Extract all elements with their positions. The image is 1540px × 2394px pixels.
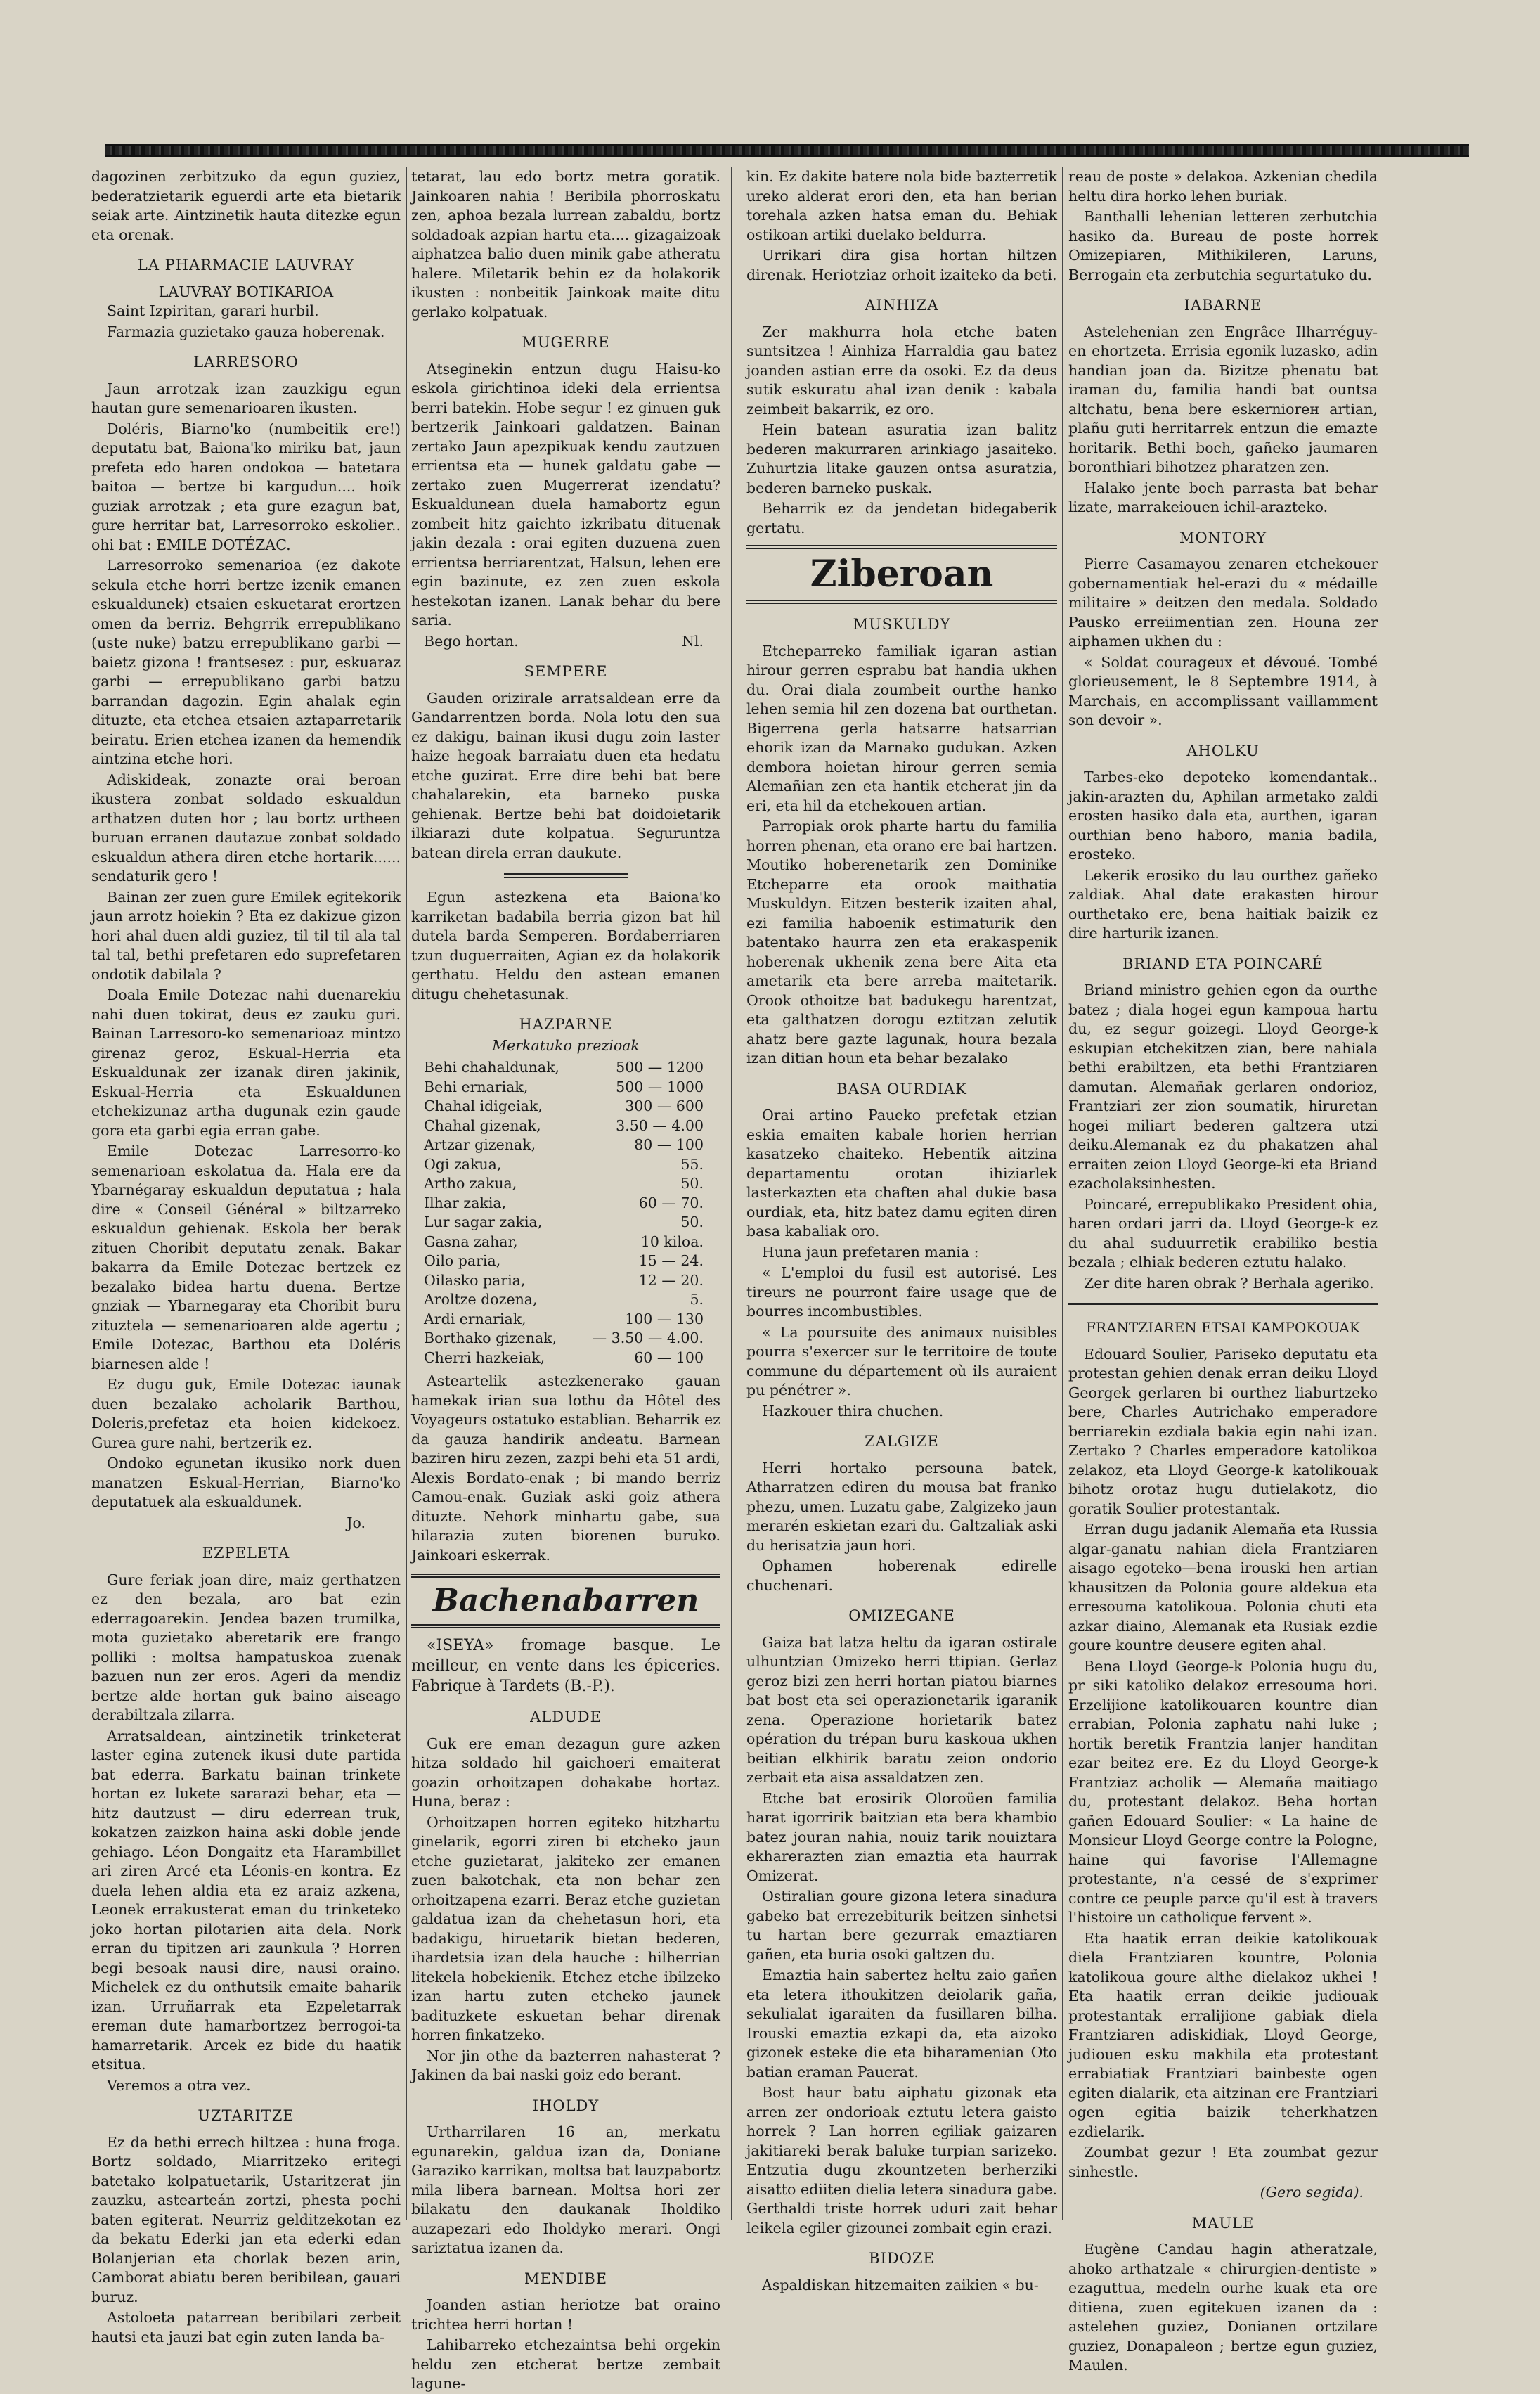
subheading bbox=[411, 1036, 720, 1056]
paragraph: Poincaré, errepublikako President ohia, haren ordari jarri da. Lloyd George-k ez du ahal suduurretik erabiliko bestia bezala ; elhiak bederen eztutu halako. bbox=[1068, 1195, 1378, 1270]
price-row bbox=[411, 1194, 720, 1214]
column-4 bbox=[1068, 167, 1378, 2374]
paragraph: Gaiza bat latza heltu da igaran ostirale ulhuntzian Omizeko herri ttipian. Gerlaz geroz bizi zen herri hortan piatou biarnes bat bost eta sei operazionetarik igaranik zena. Operazione horietarik batez opération du trépan buru kaskoua ukhen beitian elkhirik baratu zeion ondorio zerbait eta aisa assaldatzen zen. bbox=[746, 1633, 1057, 1786]
paragraph: Farmazia guzietako gauza hoberenak. bbox=[107, 323, 385, 340]
price-item: Borthako gizenak, bbox=[424, 1330, 557, 1346]
advert: «ISEYA» fromage basque. Le meilleur, en vente dans les épiceries. Fabrique à Tardets (B.-P.). bbox=[411, 1637, 720, 1695]
paragraph: Nor jin othe da bazterren nahasterat ? Jakinen da bai naski goiz edo berant. bbox=[411, 2047, 720, 2083]
column-divider bbox=[731, 167, 732, 2220]
paragraph: Ophamen hoberenak edirelle chuchenari. bbox=[746, 1557, 1057, 1594]
section-heading: IHOLDY bbox=[532, 2097, 600, 2114]
column-1 bbox=[91, 167, 401, 2345]
paragraph: Parropiak orok pharte hartu du familia horren phenan, eta orano ere bai hartzen. Moutiko hoberenetarik zen Dominike Etcheparre eta orook maithatia Muskuldyn. Eitzen besterik izaiten ahal, ezi familia haboenik estimaturik den batentako haurra zen eta erakaspenik hoberenak ukhenik zena bere Aita eta ametarik eta bere arreba maitetarik. Orook othoitze bat badukegu harentzat, eta galthatzen dorogu eztitzan zelutik ahatz bere gazte lagunak, houra bezala izan ditian houn eta behar bezalako bbox=[746, 818, 1057, 1067]
paragraph: Orai artino Paueko prefetak etzian eskia emaiten kabale horien herrian kasatzeko chaiteko. Hebentik aitzina departamentu orotan ihiziarlek lasterkazten eta chaften ahal dukie basa ourdiak, eta, hitz batez damu egiten diren basa kabaliak oro. bbox=[746, 1107, 1057, 1240]
continued-note bbox=[1068, 2183, 1378, 2203]
price-row bbox=[411, 1251, 720, 1271]
price-row bbox=[411, 1349, 720, 1368]
paragraph: Ez da bethi errech hiltzea : huna froga. Bortz soldado, Miarritzeko eritegi batetako kolpatuetarik, Ustaritzerat jin zauzku, astearteán zortzi, phesta pochi baten egiterat. Neurriz gelditzekotan ez da bekatu Ederki jan eta ederki edan Bolanjerian eta chorlak bezen arin, Camborat abiatu beren beribilean, gauari buruz. bbox=[91, 2133, 401, 2305]
paragraph: kin. Ez dakite batere nola bide bazterretik ureko alderat erori den, eta han berian torehala azken hatsa eman du. Behiak ostikoan artiki duelako beldurra. bbox=[746, 168, 1057, 243]
column-divider bbox=[406, 167, 407, 2220]
price-item: Artho zakua, bbox=[424, 1175, 517, 1192]
paragraph: Bainan zer zuen gure Emilek egitekorik jaun arrotz hoiekin ? Eta ez dakizue gizon hori ahal duen aldi guziez, til til til ala tal tal tal, bethi prefetaren edo suprefetaren ondotik dabilala ? bbox=[91, 888, 401, 983]
paragraph: Pierre Casamayou zenaren etchekouer gobernamentiak hel-erazi du « médaille militaire » deitzen den medala. Soldado Pausko erreiimentian zen. Houna zer aiphamen ukhen du : bbox=[1068, 555, 1378, 650]
price-value: 55. bbox=[680, 1155, 704, 1173]
paragraph: Lekerik erosiko du lau ourthez gañeko zaldiak. Ahal date erakasten hirour ourthetako ere, bena haitiak baizik ez dire harturik izanen. bbox=[1068, 866, 1378, 941]
paragraph: Jaun arrotzak izan zauzkigu egun hautan gure semenarioaren ikusten. bbox=[91, 380, 401, 416]
price-row bbox=[411, 1135, 720, 1155]
subheading-italic: Merkatuko prezioak bbox=[492, 1036, 640, 1054]
price-row bbox=[411, 1213, 720, 1233]
section-heading: MAULE bbox=[1191, 2214, 1255, 2232]
price-list bbox=[411, 1058, 720, 1367]
price-row bbox=[411, 1097, 720, 1116]
section-heading: AINHIZA bbox=[865, 297, 939, 314]
price-item: Chahal gizenak, bbox=[424, 1116, 541, 1134]
paragraph: Bena Lloyd George-k Polonia hugu du, pr siki katoliko delakoz erresouma hori. Erzelijione katolikouaren kountre dian errabian, Polonia zaphatu nahi luke ; hortik beretik Frantzia lanjer handitan ezar beitez ere. Ez du Lloyd George-k Frantziaz acholik — Alemaña maitiago du, protestant delakoz. Beha hortan gañen Edouard Soulier: « La haine de Monsieur Lloyd George contre la Pologne, haine qui favorise l'Allemagne protestante, n'a cessé de s'exprimer contre ce peuple parce qu'il est à travers l'histoire un catholique fervent ». bbox=[1068, 1657, 1378, 1926]
paragraph: Tarbes-eko depoteko komendantak.. jakin-arazten du, Aphilan armetako zaldi erosten hasiko dala eta, aurthen, igaran ourthian beno haboro, mania badila, erosteko. bbox=[1068, 768, 1378, 863]
column-3 bbox=[746, 167, 1057, 2293]
paragraph: Astoloeta patarrean beribilari zerbeit hautsi eta jauzi bat egin zuten landa ba- bbox=[91, 2309, 401, 2345]
paragraph: Ondoko egunetan ikusiko nork duen manatzen Eskual-Herrian, Biarno'ko deputatuek ala eskualdunek. bbox=[91, 1455, 401, 1510]
price-item: Ogi zakua, bbox=[424, 1155, 502, 1173]
paragraph: dagozinen zerbitzuko da egun guziez, bederatzietarik eguerdi arte eta bietarik seiak arte. Aintzinetik hauta ditezke egun eta orenak. bbox=[91, 168, 401, 243]
section-heading: MUSKULDY bbox=[853, 616, 951, 633]
price-row bbox=[411, 1058, 720, 1078]
paragraph: Guk ere eman dezagun gure azken hitza soldado hil gaichoeri emaiterat goazin orhoitzapen dohakabe hortaz. Huna, beraz : bbox=[411, 1735, 720, 1810]
signature-right: Nl. bbox=[681, 632, 704, 650]
price-row bbox=[411, 1310, 720, 1330]
paragraph: Larresorroko semenarioa (ez dakote sekula etche horri bertze izenik emanen eskualdunek) etsaien eskuetarat erortzen omen da berriz. Behgrrik errepublikano (uste nuke) batzu errepublikano garbi — baietz gizona ! frantsesez : pur, eskuaraz garbi — errepublikano garbi batzu barrandan dagozin. Egin ahalak egin dituzte, eta etchea etsaien aztaparretarik beiratu. Erien etchea izanen da hemendik aintzina etche hori. bbox=[91, 557, 401, 767]
paragraph: Etche bat erosirik Oloroüen familia harat igorririk baitzian eta bera khambio batez jouran nahia, nouiz tarik nouiztara ekharerazten zian emaztia eta haurrak Omizerat. bbox=[746, 1789, 1057, 1884]
subheading: LAUVRAY BOTIKARIOA bbox=[158, 283, 334, 300]
divider bbox=[1068, 1303, 1378, 1308]
price-value: 50. bbox=[680, 1214, 704, 1230]
paragraph: Halako jente boch parrasta bat behar lizate, marrakeiouen ichil-arazteko. bbox=[1068, 479, 1378, 515]
price-item: Behi ernariak, bbox=[424, 1078, 529, 1095]
price-item: Ardi ernariak, bbox=[424, 1310, 526, 1327]
divider bbox=[504, 873, 628, 878]
price-item: Cherri hazkeiak, bbox=[424, 1349, 545, 1366]
paragraph: Gauden orizirale arratsaldean erre da Gandarrentzen borda. Nola lotu den sua ez dakigu, bainan ikusi dugu zoin laster haize hegoak barraiatu duen eta hedatu etche guzirat. Erre dire behi bat bere chahalarekin, eta barneko puska gehienak. Bertze behi bat doidoietarik ilkiarazi dute kolpatua. Seguruntza batean direla erran daukute. bbox=[411, 689, 720, 861]
paragraph: Urtharrilaren 16 an, merkatu egunarekin, galdua izan da, Doniane Garaziko karrikan, moltsa bat lauzpabortz mila libera barnean. Moltsa hori zer bilakatu den daukanak Iholdiko auzapezari edo Iholdyko merari. Ongi sariztatua izanen da. bbox=[411, 2123, 720, 2256]
section-heading: BIDOZE bbox=[869, 2250, 935, 2267]
section-heading: LARRESORO bbox=[193, 354, 299, 371]
price-value: — 3.50 — 4.00. bbox=[592, 1330, 704, 1346]
price-value: 12 — 20. bbox=[638, 1271, 704, 1289]
paragraph: Huna jaun prefetaren mania : bbox=[762, 1243, 979, 1261]
price-item: Oilasko paria, bbox=[424, 1271, 526, 1289]
paragraph: Bost haur batu aiphatu gizonak eta arren zer ondorioak eztutu letera gaisto horrek ? Lan horren egiliak gaizaren jakitiareki berak baluke turpian sarizeko. Entzutia dugu zkountzeten berherziki aisatto ediiten dielia letera sinadura gabe. Gerthaldi triste horrek uduri zait behar leikela egiler gizounei zombait egin erazi. bbox=[746, 2084, 1057, 2237]
paragraph: Aspaldiskan hitzemaiten zaikien « bu- bbox=[762, 2276, 1039, 2293]
price-value: 60 — 70. bbox=[638, 1194, 704, 1211]
paragraph: Arratsaldean, aintzinetik trinketerat laster egina zutenek ikusi dute partida bat ederra. Barkatu bainan trinkete hortan ez lukete sararazi behar, eta — hitz dautzust — diru ederrean truk, kokatzen zaizkon haina aski doble jende gehiago. Léon Dongaitz eta Harambillet ari ziren Arcé eta Léonis-en kontra. Ez duela lehen aldia eta ez araiz azkena, Leonek errakusterat eman du trinketeko joko hortan pilotarien aita dela. Nork erran du tipitzen ari zaunkula ? Horren begi besoak nausi dire, nausi oraino. Michelek ez du onthutsik emaite baharik izan. Urruñarrak eta Ezpeletarrak ereman dute hamarbortzez berrogoi-ta hamarretarik. Arcek ez bide du haatik etsitua. bbox=[91, 1727, 401, 2073]
signature: Jo. bbox=[347, 1514, 365, 1531]
paragraph: Urrikari dira gisa hortan hiltzen direnak. Heriotziaz orhoit izaiteko da beti. bbox=[746, 247, 1057, 283]
paragraph: tetarat, lau edo bortz metra goratik. Jainkoaren nahia ! Beribila phorroskatu zen, aphoa bezala lurrean zabaldu, bortz soldadoak azpian hartu eta.... gizagaizoak aiphatzea balio duen minik gabe atheratu halere. Miletarik behin ez da holakorik ikusten : nonbeitik Jainkoak maite ditu gerlako kolpatuak. bbox=[411, 168, 720, 321]
section-banner: Bachenabarren bbox=[411, 1574, 720, 1628]
paragraph: Eugène Candau hagin atheratzale, ahoko arthatzale « chirurgien-dentiste » ezaguttua, medeln ourhe kuak eta ore ditiena, zuen egitekuen izanen da : astelehen guziez, Donianen ortzilare guziez, Donapaleon ; bertze egun guziez, Maulen. bbox=[1068, 2241, 1378, 2374]
section-heading: IABARNE bbox=[1184, 297, 1262, 314]
paragraph: Erran dugu jadanik Alemaña eta Russia algar-ganatu nahian diela Frantziaren aisago egoteko—bena irouski hen artian khausitzen da Polonia goure aldekua eta erresouma katolikoua. Polonia chuti eta azkar diaino, Alemanak eta Rusiak ezdie goure kountre deusere egiten ahal. bbox=[1068, 1521, 1378, 1654]
price-row bbox=[411, 1271, 720, 1291]
paragraph: Zer dite haren obrak ? Berhala ageriko. bbox=[1084, 1274, 1374, 1292]
price-value: 80 — 100 bbox=[634, 1136, 704, 1153]
price-row bbox=[411, 1290, 720, 1310]
paragraph: Etcheparreko familiak igaran astian hirour gerren esprabu bat handia ukhen du. Orai diala zoumbeit ourthe hanko lehen semia hil zen dozena bat ourthetan. Bigerrena gerla hatsarre hatsarrian ehorik izan da Marnako gudukan. Azken dembora hoietan hirour gerren semia Alemañian zen eta hantik etcherat jin da eri, eta hil da etchekouen artian. bbox=[746, 642, 1057, 814]
column-divider bbox=[1062, 167, 1063, 2220]
continued-note-text: (Gero segida). bbox=[1260, 2184, 1364, 2201]
price-value: 50. bbox=[680, 1175, 704, 1192]
paragraph: Astelehenian zen Engrâce Ilharréguy-en ehortzeta. Errisia egonik luzasko, adin handian joan da. Bizitze phenatu bat iraman du, familia handi bat ountsa altchatu, bena bere eskerniorен artian, plañu guti herritarrek entzun die emazte horitarik. Bethi boch, gañeko jaumaren boronthiari bihotzez pharatzen zen. bbox=[1068, 323, 1378, 475]
section-heading: LA PHARMACIE LAUVRAY bbox=[137, 257, 355, 273]
paragraph: Adiskideak, zonazte orai beroan ikustera zonbat soldado eskualdun arthatzen duten hor ; lau bortz urtheen buruan erranen dautazue zonbat soldado eskualdun athera diren etche hortarik...... sendaturik gero ! bbox=[91, 771, 401, 884]
paragraph: Ez dugu guk, Emile Dotezac iaunak duen bezalako acholarik Barthou, Doleris,prefetaz eta hoien kidekoez. Gurea gure nahi, bertzerik ez. bbox=[91, 1376, 401, 1451]
section-heading: MUGERRE bbox=[522, 334, 610, 351]
paragraph: Lahibarreko etchezaintsa behi orgekin heldu zen etcherat bertze zembait lagune- bbox=[411, 2336, 720, 2392]
price-row bbox=[411, 1078, 720, 1098]
price-value: 500 — 1000 bbox=[616, 1078, 704, 1095]
price-value: 60 — 100 bbox=[634, 1349, 704, 1366]
paragraph: Zoumbat gezur ! Eta zoumbat gezur sinhestle. bbox=[1068, 2144, 1378, 2180]
paragraph: Veremos a otra vez. bbox=[107, 2076, 251, 2094]
section-banner: Ziberoan bbox=[746, 545, 1057, 604]
section-heading: EZPELETA bbox=[202, 1545, 290, 1562]
price-value: 3.50 — 4.00 bbox=[616, 1116, 704, 1134]
section-heading: OMIZEGANE bbox=[848, 1607, 955, 1624]
price-item: Gasna zahar, bbox=[424, 1233, 518, 1250]
paragraph: Orhoitzapen horren egiteko hitzhartu ginelarik, egorri ziren bi etcheko jaun etche guzietarat, jakiteko zer emanen zuen bakotchak, eta non behar zen orhoitzapena ezarri. Beraz etche guzietan galdatua izan da chehetasun hori, eta badakigu, hiruetarik bietan bederen, ihardetsia izan dela hauche : hilherrian litekela hobekienik. Etchez etche ibilzeko izan hartu zuten etcheko jaunek badituzkete eskuetan behar direnak horren finkatzeko. bbox=[411, 1813, 720, 2043]
paragraph: Egun astezkena eta Baiona'ko karriketan badabila berria gizon bat hil dutela barda Semperen. Bordaberriaren tzun duguerraiten, Agian ez da holakorik gerthatu. Heldu den astean emanen ditugu chehetasunak. bbox=[411, 889, 720, 1003]
top-rule bbox=[105, 144, 1469, 157]
paragraph: Eta haatik erran deikie katolikouak diela Frantziaren kountre, Polonia katolikoua goure althe dielakoz ukhei ! Eta haatik erran deikie judiouak protestantak erralijione gabiak diela Frantziaren adiskidiak, Lloyd George, judiouen esku makhila eta protestant errabiatiak Frantziari bainbeste ogen egiten dialarik, eta aitzinan ere Frantziari ogen egitia baizik teherkhatzen ezdielarik. bbox=[1068, 1929, 1378, 2140]
paragraph: Saint Izpiritan, garari hurbil. bbox=[107, 302, 319, 319]
paragraph: Beharrik ez da jendetan bidegaberik gertatu. bbox=[746, 500, 1057, 536]
paragraph: Doala Emile Dotezac nahi duenarekiu nahi duen tokirat, deus ez zauku guri. Bainan Larresoro-ko semenarioaz mintzo girenaz geroz, Eskual-Herria eta Eskualdunak zer izanak diren jakinik, Eskual-Herria eta Eskualdunen etchekizunaz artha dugunak ezin gaude gora eta garbi egia erran gabe. bbox=[91, 986, 401, 1139]
section-heading: ALDUDE bbox=[530, 1708, 602, 1725]
paragraph: « Soldat courageux et dévoué. Tombé glorieusement, le 8 Septembre 1914, à Marchais, en accomplissant vaillamment son devoir ». bbox=[1068, 653, 1378, 728]
price-item: Lur sagar zakia, bbox=[424, 1214, 543, 1230]
paragraph: Edouard Soulier, Pariseko deputatu eta protestan gehien denak erran deiku Lloyd Georgek gerlaren bi ourthez liaburtzeko bere, Charles Autrichako emperadore berriarekin ezdiala bakia egin nahi izan. Zertako ? Charles emperadore katolikoa zelakoz, eta Lloyd George-k katolikouak bihotz orotaz hugu dutielakotz, dio goratik Soulier protestantak. bbox=[1068, 1345, 1378, 1517]
paragraph: reau de poste » delakoa. Azkenian chedila heltu dira horko lehen buriak. bbox=[1068, 168, 1378, 205]
paragraph: Gure feriak joan dire, maiz gerthatzen ez den bezala, aro bat ezin ederragoarekin. Jendea bazen trumilka, mota guzietako aberetarik ere frango polliki : moltsa hampatuskoa zuenak bazuen nun zer eros. Ageri da mendiz bertze alde hortan guk baino aiseago derabiltzala zilarra. bbox=[91, 1571, 401, 1723]
price-item: Ilhar zakia, bbox=[424, 1194, 507, 1211]
paragraph: Ostiralian goure gizona letera sinadura gabeko bat errezebiturik beitzen sinhetsi tu hartan bere gezurrak emaztiaren gañen, eta buria osoki galtzen du. bbox=[746, 1888, 1057, 1963]
price-value: 10 kiloa. bbox=[640, 1233, 704, 1250]
section-heading: BASA OURDIAK bbox=[836, 1080, 967, 1098]
section-heading: ZALGIZE bbox=[865, 1433, 939, 1450]
signature-row bbox=[411, 632, 720, 652]
section-heading: MENDIBE bbox=[524, 2270, 608, 2287]
price-row bbox=[411, 1116, 720, 1136]
section-heading: BRIAND ETA POINCARÉ bbox=[1122, 955, 1324, 972]
price-item: Chahal idigeiak, bbox=[424, 1098, 543, 1114]
price-value: 15 — 24. bbox=[638, 1252, 704, 1269]
paragraph: Hein batean asuratia izan balitz bederen makurraren arinkiago jasaiteko. Zuhurtzia litake gauzen ontsa asuratzia, bederen barneko puskak. bbox=[746, 421, 1057, 496]
section-heading: MONTORY bbox=[1179, 529, 1267, 546]
paragraph: Joanden astian heriotze bat oraino trichtea herri hortan ! bbox=[411, 2296, 720, 2333]
paragraph: Asteartelik astezkenerako gauan hamekak irian sua lothu da Hôtel des Voyageurs ostatuko establian. Beharrik ez da gauza handirik andeatu. Barnean baziren hiru zezen, zazpi behi eta 51 ardi, Alexis Bordato-enak ; bi mando berriz Camou-enak. Guziak aski goiz athera dituzte. Nehork minhartu gabe, sua hilarazia zuten biorenen buruko. Jainkoari eskerrak. bbox=[411, 1372, 720, 1564]
price-item: Aroltze dozena, bbox=[424, 1291, 538, 1308]
paragraph: Doléris, Biarno'ko (numbeitik ere!) deputatu bat, Baiona'ko miriku bat, jaun prefeta edo haren ondokoa — batetara baitoa — bertze bi kargudun.... hoik guziak arrotzak ; eta gure ezagun bat, gure herritar bat, Larresorroko eskolier.. ohi bat : EMILE DOTÉZAC. bbox=[91, 420, 401, 553]
section-heading: HAZPARNE bbox=[519, 1016, 613, 1033]
price-row bbox=[411, 1174, 720, 1194]
paragraph: Emile Dotezac Larresorro-ko semenarioan eskolatua da. Hala ere da Ybarnégaray eskualdun deputatua ; hala dire « Conseil Général » biltzarreko eskualdun gehienak. Eskola ber berak zituen Choribit deputatu zenak. Bakar bakarra da Emile Dotezac bertzek ez bezalako bidea hartu duena. Bertze gnziak — Ybarnegaray eta Choribit buru zituztela — semenarioaren alde agertu ; Emile Dotezac, Barthou eta Doléris biarnesen alde ! bbox=[91, 1143, 401, 1372]
paragraph: Zer makhurra hola etche baten suntsitzea ! Ainhiza Harraldia gau batez joanden astian erre da osoki. Ez da deus sutik eskuratu ahal izan denik : kabala zeimbeit bakarrik, ez oro. bbox=[746, 323, 1057, 418]
column-2 bbox=[411, 167, 720, 2392]
paragraph: Banthalli lehenian letteren zerbutchia hasiko da. Bureau de poste horrek Omizepiaren, Mithikileren, Laruns, Berrogain eta zerbutchia segurtatuko du. bbox=[1068, 208, 1378, 283]
paragraph: Briand ministro gehien egon da ourthe batez ; diala hogei egun kampoua hartu du, ez segur goizegi. Lloyd George-k eskupian etchekitzen zian, bere nahiala bethi erabiltzen, eta bethi Frantziaren damutan. Alemañak gerlaren ondorioz, Frantziari zer zion soumatik, hiruretan hogei miliart bederen galtzera utzi deiku.Alemanak ez du phakatzen ahal erraiten zeion Lloyd George-ki eta Briand ezacholaksinhesten. bbox=[1068, 982, 1378, 1192]
price-value: 100 — 130 bbox=[625, 1310, 704, 1327]
price-item: Behi chahaldunak, bbox=[424, 1059, 560, 1076]
price-value: 500 — 1200 bbox=[616, 1059, 704, 1076]
price-item: Oilo paria, bbox=[424, 1252, 501, 1269]
paragraph: Hazkouer thira chuchen. bbox=[762, 1402, 944, 1420]
paragraph: « L'emploi du fusil est autorisé. Les tireurs ne pourront faire usage que de bourres incombustibles. bbox=[746, 1264, 1057, 1320]
price-row bbox=[411, 1329, 720, 1349]
paragraph: Atseginekin entzun dugu Haisu-ko eskola girichtinoa ideki dela errientsa berri batekin. Hobe segur ! ez ginuen guk bertzerik Jainkoari galdatzen. Bainan zertako Jaun apezpikuak kendu zautzuen errientsa eta — hunek galdatu gabe — zertako zuen Mugerrerat izendatu? Eskualdunean duela hamabortz egun zombeit hitz gaichto izkribatu dituenak jakin dezala : orai egiten duzuena zuen errientsa berriarentzat, Halsun, lehen ere egin bazinute, ez zen zuen eskola hestekotan izanen. Lanak behar du bere saria. bbox=[411, 360, 720, 629]
section-heading: AHOLKU bbox=[1186, 742, 1260, 759]
signature-left: Bego hortan. bbox=[424, 632, 519, 650]
section-heading: FRANTZIAREN ETSAI KAMPOKOUAK bbox=[1086, 1319, 1360, 1336]
price-row bbox=[411, 1155, 720, 1175]
price-value: 300 — 600 bbox=[625, 1098, 704, 1114]
price-value: 5. bbox=[690, 1291, 704, 1308]
paragraph: Emaztia hain sabertez heltu zaio gañen eta letera ithoukitzen deiolarik gaña, sekulialat igaraiten da fusillaren bilha. Irouski emaztia ezkapi da, eta aizoko gizonek esteke die eta biharamenian Oto batian eraman Pauerat. bbox=[746, 1967, 1057, 2080]
price-item: Artzar gizenak, bbox=[424, 1136, 536, 1153]
section-heading: UZTARITZE bbox=[198, 2107, 295, 2124]
paragraph: Herri hortako persouna batek, Atharratzen ediren du mousa bat franko phezu, umen. Luzatu gabe, Zalgizeko jaun merarén eskietan ezari du. Galtzaliak aski du herisatzia jaun hori. bbox=[746, 1459, 1057, 1554]
section-heading: SEMPERE bbox=[524, 663, 608, 680]
price-row bbox=[411, 1233, 720, 1252]
paragraph: « La poursuite des animaux nuisibles pourra s'exercer sur le territoire de toute commune du département où ils auraient pu pénétrer ». bbox=[746, 1323, 1057, 1398]
